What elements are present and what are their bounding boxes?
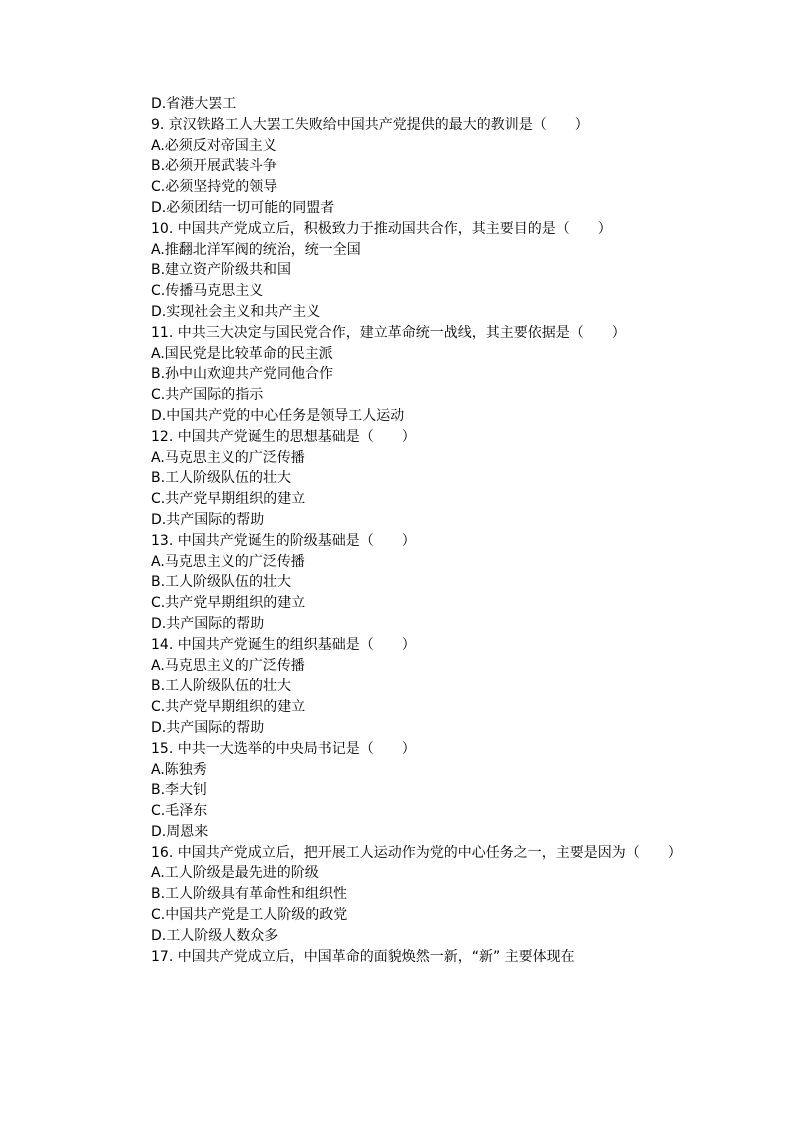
option-line: A.马克思主义的广泛传播: [151, 449, 305, 466]
option-line: C.共产党早期组织的建立: [151, 699, 306, 716]
option-line: B.李大钊: [151, 782, 208, 799]
question-line: 11. 中共三大决定与国民党合作，建立革命统一战线，其主要依据是（ ）: [151, 324, 626, 341]
option-line: D.工人阶级人数众多: [151, 927, 279, 944]
question-line: 14. 中国共产党诞生的组织基础是（ ）: [151, 636, 416, 653]
question-line: 13. 中国共产党诞生的阶级基础是（ ）: [151, 532, 416, 549]
option-line: B.孙中山欢迎共产党同他合作: [151, 366, 334, 383]
option-line: D.中国共产党的中心任务是领导工人运动: [151, 407, 405, 424]
option-line: A.陈独秀: [151, 761, 207, 778]
question-line: 17. 中国共产党成立后，中国革命的面貌焕然一新，“新” 主要体现在: [151, 948, 575, 965]
option-line: B.工人阶级队伍的壮大: [151, 470, 292, 487]
option-line: A.必须反对帝国主义: [151, 137, 277, 154]
option-line: A.推翻北洋军阀的统治，统一全国: [151, 241, 361, 258]
option-line: C.共产国际的指示: [151, 387, 264, 404]
option-line: C.共产党早期组织的建立: [151, 595, 306, 612]
option-line: B.工人阶级具有革命性和组织性: [151, 886, 348, 903]
option-line: B.建立资产阶级共和国: [151, 262, 292, 279]
question-line: 10. 中国共产党成立后，积极致力于推动国共合作，其主要目的是（ ）: [151, 220, 612, 237]
option-line: A.国民党是比较革命的民主派: [151, 345, 333, 362]
option-line: B.工人阶级队伍的壮大: [151, 574, 292, 591]
option-line: A.马克思主义的广泛传播: [151, 553, 305, 570]
option-line: C.毛泽东: [151, 803, 208, 820]
option-line: B.工人阶级队伍的壮大: [151, 678, 292, 695]
option-line: D.共产国际的帮助: [151, 615, 265, 632]
option-line: D.周恩来: [151, 823, 209, 840]
option-line: A.工人阶级是最先进的阶级: [151, 865, 319, 882]
option-line: D.共产国际的帮助: [151, 511, 265, 528]
question-list: [120, 94, 680, 967]
question-line: 15. 中共一大选举的中央局书记是（ ）: [151, 740, 416, 757]
option-line: C.必须坚持党的领导: [151, 179, 278, 196]
option-line: A.马克思主义的广泛传播: [151, 657, 305, 674]
option-line: D.共产国际的帮助: [151, 719, 265, 736]
option-line: D.实现社会主义和共产主义: [151, 303, 321, 320]
option-line: C.中国共产党是工人阶级的政党: [151, 907, 348, 924]
option-line: C.传播马克思主义: [151, 283, 264, 300]
question-line: 9. 京汉铁路工人大罢工失败给中国共产党提供的最大的教训是（ ）: [151, 116, 589, 133]
option-line: D.必须团结一切可能的同盟者: [151, 199, 335, 216]
option-line: D.省港大罢工: [151, 96, 237, 112]
question-line: 16. 中国共产党成立后，把开展工人运动作为党的中心任务之一，主要是因为（ ）: [151, 844, 682, 861]
option-line: B.必须开展武装斗争: [151, 158, 278, 175]
option-line: C.共产党早期组织的建立: [151, 491, 306, 508]
question-line: 12. 中国共产党诞生的思想基础是（ ）: [151, 428, 416, 445]
